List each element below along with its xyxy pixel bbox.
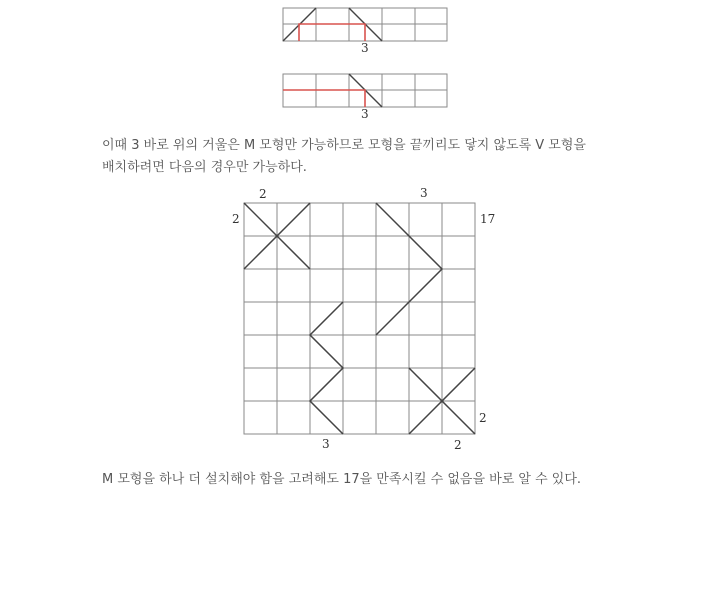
explanation-paragraph-1 — [102, 135, 586, 179]
grid-label-bottom-mid: 3 — [322, 437, 330, 451]
strip-2-grid — [283, 74, 447, 107]
grid-label-right-top: 17 — [480, 212, 496, 226]
conclusion-line: M 모형을 하나 더 설치해야 함을 고려해도 17을 만족시킬 수 없음을 바로 알 수 있다. — [102, 472, 582, 487]
strip-1-beam — [299, 24, 365, 41]
strip-2-mirrors — [349, 74, 382, 107]
grid-label-left: 2 — [232, 212, 240, 226]
strip-1-grid — [283, 8, 447, 41]
explanation-line-2: 배치하려면 다음의 경우만 가능하다. — [102, 160, 307, 175]
strip-2-label: 3 — [361, 107, 369, 121]
main-grid-mirrors — [244, 203, 475, 434]
grid-label-top-left: 2 — [259, 187, 267, 201]
main-grid — [244, 203, 475, 434]
strip-1-mirrors — [283, 8, 382, 41]
grid-label-bottom-right: 2 — [454, 438, 462, 452]
explanation-line-1: 이때 3 바로 위의 거울은 M 모형만 가능하므로 모형을 끝끼리도 닿지 않도록 V 모형을 — [102, 138, 586, 153]
explanation-paragraph-2 — [102, 469, 581, 491]
strip-2-beam — [283, 90, 365, 107]
grid-label-top-mid: 3 — [420, 186, 428, 200]
strip-1-label: 3 — [361, 41, 369, 55]
grid-label-right-bottom: 2 — [479, 411, 487, 425]
